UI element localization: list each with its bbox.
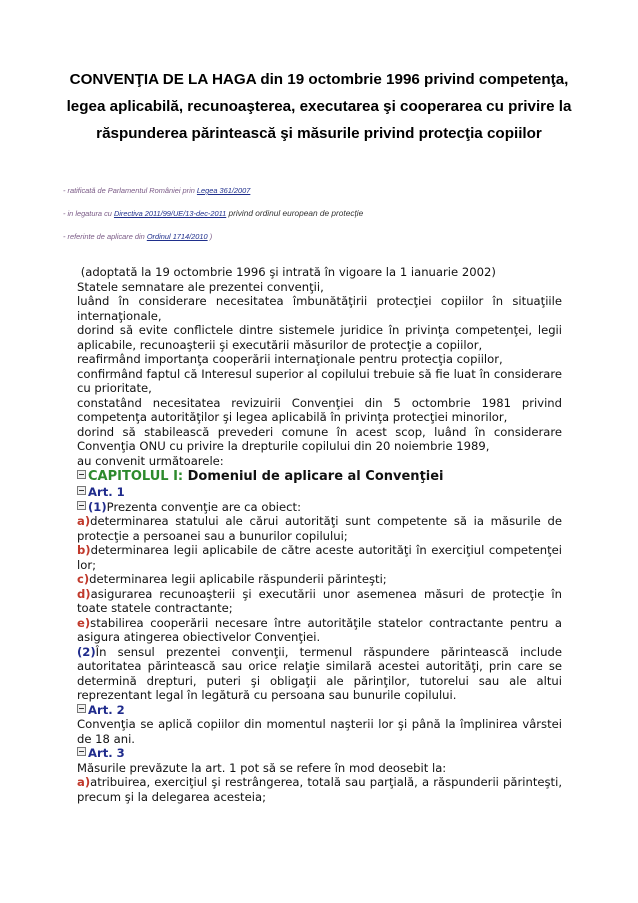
article-heading — [77, 746, 562, 761]
collapse-toggle-icon[interactable] — [77, 704, 86, 713]
order-link[interactable]: Ordinul 1714/2010 — [146, 232, 208, 241]
document-title: CONVENŢIA DE LA HAGA din 19 octombrie 1996 privind competenţa, legea aplicabilă, recunoaşterea, executarea şi cooperarea cu privire la răspunderea părintească şi măsurile privind protecţia copiilor — [66, 71, 572, 142]
chapter-label: CAPITOLUL I: — [88, 469, 184, 484]
ratification-note — [63, 185, 250, 196]
list-item: e)stabilirea cooperării necesare între autorităţile statelor contractante pentru a asigura atingerea obiectivelor Convenţiei. — [77, 615, 562, 644]
reference-note — [63, 231, 212, 242]
document-body — [77, 265, 562, 804]
directive-link[interactable]: Directiva 2011/99/UE/13-dec-2011 — [113, 209, 227, 218]
article-label: Art. 1 — [88, 485, 125, 499]
preamble-line: constatând necesitatea revizuirii Convenţiei din 5 octombrie 1981 privind competenţa autorităţilor şi legea aplicabilă în privinţa protecţiei minorilor, — [77, 395, 562, 424]
list-item: a)atribuirea, exerciţiul şi restrângerea, totală sau parţială, a răspunderii părinteşti, precum şi la delegarea acesteia; — [77, 775, 562, 804]
list-item: b)determinarea legii aplicabile de către aceste autorităţi în exerciţiul competenţei lor; — [77, 543, 562, 572]
preamble-line: confirmând faptul că Interesul superior al copilului trebuie să fie luat în considerare cu prioritate, — [77, 366, 562, 395]
adoption-note: (adoptată la 19 octombrie 1996 şi intrată în vigoare la 1 ianuarie 2002) — [80, 265, 496, 279]
collapse-toggle-icon[interactable] — [77, 486, 86, 495]
directive-note-suffix: privind ordinul european de protecţie — [226, 208, 364, 218]
preamble-line: dorind să evite conflictele dintre sistemele juridice în privinţa competenţei, legii aplicabile, recunoaşterii şi executării măsurilor de protecţie a copiilor, — [77, 323, 562, 352]
article-label: Art. 2 — [88, 702, 125, 717]
reference-note-suffix: ) — [207, 232, 213, 241]
law-link[interactable]: Legea 361/2007 — [196, 186, 251, 195]
list-item: a)determinarea statului ale cărui autorităţi sunt competente să ia măsurile de protecţie a persoanei sau a bunurilor copilului; — [77, 514, 562, 543]
preamble-line: luând în considerare necesitatea îmbunătăţirii protecţiei copiilor în situaţiile internaţionale, — [77, 294, 562, 323]
preamble-line: reafirmând importanţa cooperării internaţionale pentru protecţia copiilor, — [77, 352, 503, 366]
collapse-toggle-icon[interactable] — [77, 470, 86, 479]
reference-note-text: - referinte de aplicare din — [63, 232, 147, 241]
article-heading — [77, 485, 562, 500]
ratification-note-text: - ratificată de Parlamentul României prin — [63, 186, 197, 195]
article-text: Măsurile prevăzute la art. 1 pot să se refere în mod deosebit la: — [77, 760, 447, 775]
article-label: Art. 3 — [88, 746, 125, 760]
article-heading — [77, 703, 562, 718]
collapse-toggle-icon[interactable] — [77, 747, 86, 756]
paragraph: (1)Prezenta convenţie are ca obiect: — [77, 500, 562, 515]
chapter-title: Domeniul de aplicare al Convenţiei — [183, 469, 444, 484]
preamble-line: dorind să stabilească prevederi comune în acest scop, luând în considerare Convenţia ONU cu privire la drepturile copilului din 20 noiembrie 1989, — [77, 424, 562, 453]
collapse-toggle-icon[interactable] — [77, 501, 86, 510]
directive-note-text: - in legatura cu — [63, 209, 114, 218]
preamble-line: au convenit următoarele: — [77, 453, 224, 468]
chapter-heading — [77, 468, 562, 485]
article-text: Convenţia se aplică copiilor din momentul naşterii lor şi până la împlinirea vârstei de 18 ani. — [77, 717, 562, 746]
paragraph: (2)În sensul prezentei convenţii, termenul răspundere părintească include autoritatea părintească sau orice relaţie similară acestei autorităţi, prin care se determină drepturi, puteri şi obligaţii ale părinţilor, tutorelui sau ale altui reprezentant legal în legătură cu persoana sau bunurile copilului. — [77, 644, 562, 702]
list-item: d)asigurarea recunoaşterii şi executării unor asemenea măsuri de protecţie în toate statele contractante; — [77, 586, 562, 615]
preamble-line: Statele semnatare ale prezentei convenţii, — [77, 279, 324, 294]
list-item: c)determinarea legii aplicabile răspunderii părinteşti; — [77, 572, 387, 586]
directive-note — [63, 208, 363, 219]
